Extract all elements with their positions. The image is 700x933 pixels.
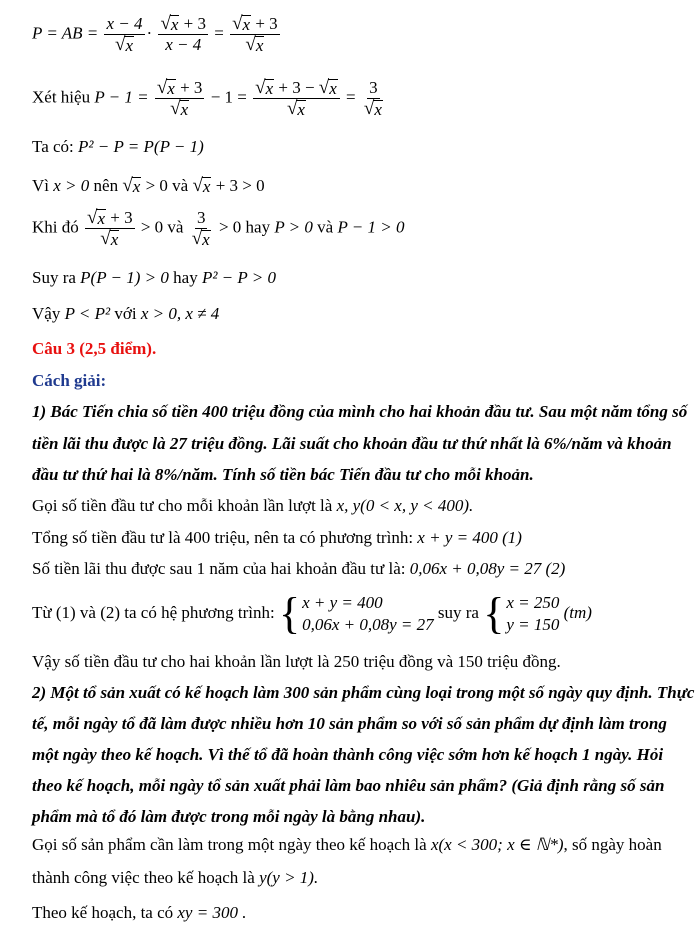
- fraction: √ x + 3 − √ x √ x: [253, 78, 340, 119]
- problem-2-line: một ngày theo kế hoạch. Vì thế tổ đã hoàn thành công việc sớm hơn kế hoạch 1 ngày. Hỏi: [32, 745, 664, 764]
- problem-2-line: theo kế hoạch, mỗi ngày tổ sản xuất phải làm bao nhiêu sản phẩm? (Giả định rằng số sản: [32, 776, 665, 795]
- fraction: √ x + 3 x − 4: [160, 13, 207, 54]
- problem-1-line: tiền lãi thu được là 27 triệu đồng. Lãi suất cho khoản đầu tư thứ nhất là 6%/năm và khoản: [32, 434, 672, 453]
- equation-system: { x + y = 400 0,06x + 0,08y = 27: [278, 589, 434, 638]
- fraction: √ x + 3 √ x: [232, 13, 278, 55]
- fraction: 3 √ x: [191, 208, 210, 249]
- fraction: 3 √ x: [363, 78, 382, 119]
- problem-2-line: tế, mỗi ngày tổ đã làm được nhiều hơn 10 sản phẩm so với số sản phẩm dự định làm trong: [32, 714, 667, 733]
- equation-system-line: Từ (1) và (2) ta có hệ phương trình: { x + y = 400 0,06x + 0,08y = 27 suy ra { x = 250 y = 150 (tm): [32, 589, 592, 638]
- text-line: Ta có: P² − P = P(P − 1): [32, 137, 204, 156]
- question-heading: Câu 3 (2,5 điểm).: [32, 339, 157, 358]
- text-line: Số tiền lãi thu được sau 1 năm của hai khoản đầu tư là: 0,06x + 0,08y = 27 (2): [32, 559, 566, 578]
- formula-p-equals-ab: P = AB = x − 4 √ x · √ x + 3 x − 4 = √ x + 3 √ x: [32, 13, 278, 55]
- text-line: Khi đó √ x + 3 √ x > 0 và 3 √ x > 0 hay P > 0 và P − 1 > 0: [32, 207, 405, 249]
- text-line: Suy ra P(P − 1) > 0 hay P² − P > 0: [32, 268, 276, 287]
- formula-difference: Xét hiệu P − 1 = √ x + 3 √ x − 1 = √ x + 3 − √ x √ x = 3 √ x: [32, 78, 387, 119]
- text-line: Vậy P < P² với x > 0, x ≠ 4: [32, 304, 220, 323]
- text-line: Gọi số tiền đầu tư cho mỗi khoản lần lượt là x, y(0 < x, y < 400).: [32, 496, 474, 515]
- problem-2-line: phẩm mà tổ đó làm được trong mỗi ngày là bằng nhau).: [32, 807, 426, 826]
- text-line: Tổng số tiền đầu tư là 400 triệu, nên ta có phương trình: x + y = 400 (1): [32, 528, 522, 547]
- solution-system: { x = 250 y = 150: [483, 589, 560, 638]
- text-line: Gọi số sản phẩm cần làm trong một ngày theo kế hoạch là x(x < 300; x ∈ ℕ*), số ngày hoàn: [32, 835, 662, 854]
- problem-1-line: đầu tư thứ hai là 8%/năm. Tính số tiền bác Tiến đầu tư cho mỗi khoản.: [32, 465, 534, 484]
- method-heading: Cách giải:: [32, 371, 107, 390]
- text-line: Vì x > 0 nên √ x > 0 và √ x + 3 > 0: [32, 175, 265, 196]
- fraction: x − 4 √ x: [106, 14, 143, 55]
- problem-1-line: 1) Bác Tiến chia số tiền 400 triệu đồng của mình cho hai khoản đầu tư. Sau một năm tổng số: [32, 402, 688, 421]
- text-line: Vậy số tiền đầu tư cho hai khoản lần lượt là 250 triệu đồng và 150 triệu đồng.: [32, 652, 561, 671]
- problem-2-line: 2) Một tổ sản xuất có kế hoạch làm 300 sản phẩm cùng loại trong một số ngày quy định. Thực: [32, 683, 695, 702]
- text-line: Theo kế hoạch, ta có xy = 300 .: [32, 903, 247, 922]
- fraction: √ x + 3 √ x: [156, 77, 203, 119]
- sqrt-symbol: √ x: [115, 34, 133, 55]
- fraction: √ x + 3 √ x: [87, 207, 133, 249]
- text-line: thành công việc theo kế hoạch là y(y > 1).: [32, 868, 319, 887]
